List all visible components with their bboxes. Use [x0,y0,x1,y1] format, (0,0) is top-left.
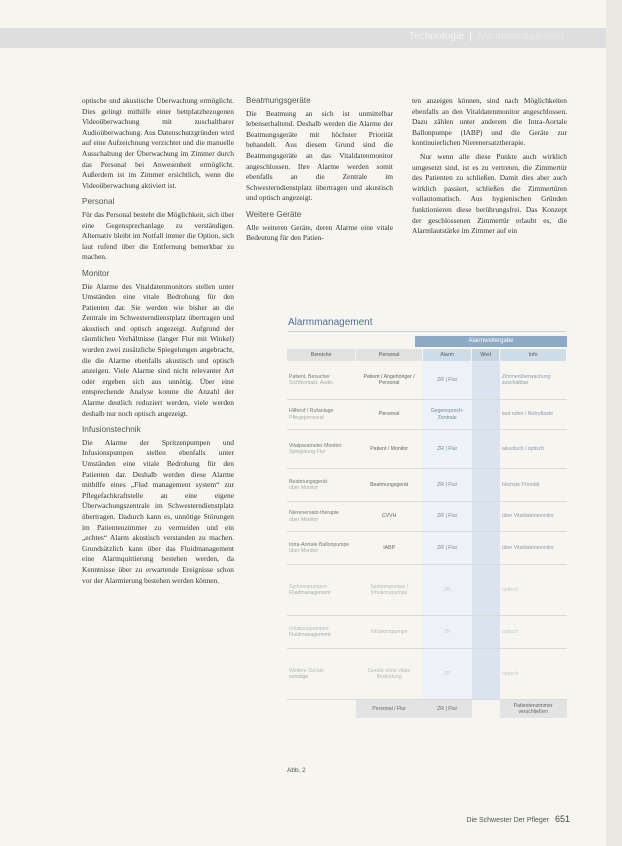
cell-text: ZR | Flur [437,481,458,488]
table-row [287,649,567,700]
cell-text: Infusionspumpe [370,628,408,635]
table-row [287,469,567,502]
cell-text: ZR [443,670,451,677]
table-cell [287,565,356,616]
table-cell [500,532,567,565]
cell-text: laut rufen / Notruftaste [501,411,554,418]
table-cell [500,649,567,700]
table-cell [287,700,356,719]
header-separator: | [469,31,473,42]
table-footer-row [287,700,567,719]
table-row [287,502,567,532]
table-cell: ZR | Flur [422,700,471,719]
page-number: 651 [554,814,570,824]
section-heading-personal: Personal [82,197,115,207]
paragraph: optische und akustische Überwachung ermöglicht. Dies gelingt mithilfe einer bettplatzbezogenen Videoüberwachung mit zuschaltbarer Audioüberwachung. Aus Datenschutzgründen wird auf eine Aufzeichnung verzichtet und die manuelle Ausschaltung der Überwachung im Zimmer durch das Personal bei Anwesenheit ermöglicht. Außerdem ist im Zimmer ersichtlich, wenn die Videoüberwachung aktiviert ist. [82,96,234,190]
figure-group-header: Alarmweitergabe [415,336,567,347]
paragraph: Die Alarme der Spritzenpumpen und Infusionspumpen stellen ebenfalls unter Umständen eine vitale Bedrohung für den Patienten dar. Deshalb werden diese Alarme mithilfe eines „Flud management system“ zur Pflegefachkraftstelle an eine eigene Überwachungszentrale im Schwesterndienstplatz übertragen. Dadurch kann es, unnötige Störungen im Patientenzimmer zu vermeiden und ein „echtes“ Alarm akustisch verstanden zu machen. Grundsätzlich kann über das Fluidmanagement eine Alarmquittierung bestehen werden, da Kenntnisse über zu erwartende Ereignisse schon vor der Alarmierung bestehen werden können. [82,437,234,585]
table-cell [422,430,471,469]
section-heading-beatmung: Beatmungsgeräte [246,96,311,105]
section-heading-monitor: Monitor [82,268,110,278]
table-cell [356,616,423,649]
figure-caption: Abb. 2 [287,767,306,774]
cell-text: akustisch / optisch [501,445,545,452]
table-cell [422,469,471,502]
cell-text: Spritzenpumpen [289,583,327,590]
table-cell [422,616,471,649]
column-header: Wert [472,349,500,361]
cell-text: Beatmungsgerät [370,481,409,488]
text-column-1 [82,96,234,589]
cell-subtext: Sichtkontakt, Audio [289,380,334,386]
table-cell [287,400,356,430]
section-heading-infusion: Infusionstechnik [82,425,141,435]
table-cell [472,616,500,649]
table-cell [472,469,500,502]
cell-text: ZR [443,586,451,593]
cell-text: optisch [501,670,519,677]
table-cell: Personal / Flur [356,700,423,719]
cell-text: ZR | Flur [437,544,458,551]
running-header [409,31,564,42]
cell-text: Spritzenpumpe / Infusionspumpe [370,583,408,596]
table-cell [422,502,471,532]
cell-text: ZR | Flur [437,445,458,452]
page-edge [606,0,622,846]
cell-text: über Vitaldatenmonitor [501,513,554,520]
table-row [287,616,567,649]
cell-text: über Vitaldatenmonitor [501,544,554,551]
table-cell [422,565,471,616]
cell-subtext: Pflegepersonal [289,414,324,421]
cell-subtext: sonstige [289,674,309,680]
table-cell [472,400,500,430]
table-cell [287,469,356,502]
table-cell [356,430,423,469]
cell-text: CVVH [381,513,397,520]
table-cell [500,565,567,616]
cell-text: Gegensprech-Zentrale [430,408,464,421]
table-cell: Patientenzimmer verschließen [500,700,567,719]
header-section: Technologie [408,31,465,42]
cell-text: Patient / Angehöriger / Personal [363,373,415,386]
table-cell [356,469,423,502]
table-cell [472,532,500,565]
table-cell [287,361,356,400]
table-cell [287,616,356,649]
column-header: Alarm [422,349,471,361]
table-cell [356,532,423,565]
cell-text: höchste Priorität [501,481,540,488]
table-row [287,565,567,616]
cell-subtext: Spiegelung Flur [289,449,326,455]
paragraph: Nur wenn alle diese Punkte auch wirklich umgesetzt sind, ist es zu vertreten, die Zimmertür des Patienten zu schließen. Damit dies aber auch wirklich passiert, schließen die Zimmertüren vollautomatisch. Aus hygienischen Gründen funktionieren diese berührungsfrei. Das Konzept der geschlossenen Zimmertür erlaubt es, die Alarmlautstärke im Zimmer auf ein [412,151,567,236]
table-cell [422,532,471,565]
table-cell [500,502,567,532]
paragraph: Die Alarme des Vitaldatenmonitors stellen unter Umständen eine vitale Bedrohung für den Patienten dar. Sie werden wie bisher an die Zentrale im Schwesterndienstplatz übertragen und akustisch und optisch angezeigt. Aufgrund der räumlichen Verhältnisse (langer Flur mit Winkel) wurden zwei zusätzliche Spiegelungen angebracht, die die Alarme ebenfalls akustisch und optisch anzeigen. Viele Alarme sind nicht relevanter Art oder ergeben sich aus unnötig. Über eine entsprechende Analyse konnte die Anzahl der Alarme deutlich reduziert werden, viele werden deshalb nur noch optisch angezeigt. [82,281,234,418]
cell-subtext: über Monitor [289,548,319,554]
table-cell [472,649,500,700]
journal-name: Die Schwester Der Pfleger [466,817,550,824]
table-cell [472,700,500,719]
cell-text: ZR [443,628,451,635]
table-cell [287,430,356,469]
table-row [287,361,567,400]
table-cell [287,532,356,565]
table-cell [287,502,356,532]
page-footer [467,814,570,824]
table-row [287,400,567,430]
text-column-3 [412,96,567,240]
cell-text: Personal [378,411,400,418]
table-cell [500,400,567,430]
table-header-row [287,349,567,361]
cell-text: optisch [501,628,519,635]
table-cell [500,616,567,649]
paragraph: Für das Personal besteht die Möglichkeit, sich über eine Gegensprechanlage zu verständigen. Alternativ bleibt im Notfall immer die Option, sich laut rufend über die Entfernung bemerkbar zu machen. [82,209,234,262]
cell-text: Beatmungsgerät [289,478,328,485]
cell-subtext: über Monitor [289,485,319,491]
cell-text: optisch [501,586,519,593]
paragraph: ten anzeigen können, sind nach Möglichkeiten ebenfalls an den Vitaldatenmonitor angeschlossen. Dazu zählen unter anderem die Intra-Aortale Ballonpumpe (IABP) und die Geräte zur kontinuierlichen Nierenersatztherapie. [412,96,567,148]
table-cell [356,502,423,532]
cell-text: Patient, Besucher [289,373,330,380]
table-cell [287,649,356,700]
cell-text: ZR | Flur [437,513,458,520]
cell-text: Hilferuf / Rufanlage [289,408,334,415]
table-row [287,532,567,565]
cell-text: Patient / Monitor [370,445,408,452]
cell-text: Weitere Geräte [289,667,325,674]
table-cell [422,361,471,400]
cell-text: IABP [383,544,396,551]
cell-text: Geräte ohne vitale Bedeutung [367,667,411,680]
table-cell [500,430,567,469]
table-cell [500,361,567,400]
table-cell [356,649,423,700]
text-column-2 [246,96,393,247]
paragraph: Die Beatmung an sich ist unmittelbar lebenserhaltend. Deshalb werden die Alarme der Beatmungsgeräte mit höchster Priorität behandelt. Aus diesem Grund sind die Beatmungsgeräte an das Vitaldatenmonitor angeschlossen. Ihre Alarme werden somit ebenfalls an die Zentrale im Schwesterndienstplatz übertragen und akustisch und optisch angezeigt. [246,108,393,203]
table-cell [472,361,500,400]
cell-subtext: über Monitor [289,516,319,523]
table-row [287,430,567,469]
paragraph: Alle weiteren Geräte, deren Alarme eine vitale Bedeutung für den Patien- [246,222,393,243]
table-cell [472,502,500,532]
table-cell [356,400,423,430]
figure-divider [288,331,566,332]
table-cell [422,400,471,430]
table-cell [472,565,500,616]
table-cell [422,649,471,700]
cell-text: Nierenersatz-therapie [289,510,339,517]
table-cell [356,565,423,616]
column-header: Bereiche [287,349,356,361]
cell-text: Infusionspumpen [289,625,329,632]
cell-text: Vitalparameter Monitor [289,442,342,449]
alarm-table [287,349,567,718]
cell-text: ZR | Flur [437,376,458,383]
cell-text: Zimmerüberwachung zuschaltbar [501,373,551,386]
cell-subtext: Fluidmanagement [289,590,331,596]
section-heading-weitere: Weitere Geräte [246,209,302,219]
column-header: Personal [356,349,423,361]
column-header: Info [500,349,567,361]
figure-title: Alarmmanagement [288,317,373,328]
cell-text: Intra-Aortale Ballonpumpe [289,541,350,548]
header-subsection: Alarmmanagement [476,31,564,42]
table-cell [356,361,423,400]
table-cell [472,430,500,469]
cell-subtext: Fluidmanagement [289,632,331,638]
table-cell [500,469,567,502]
